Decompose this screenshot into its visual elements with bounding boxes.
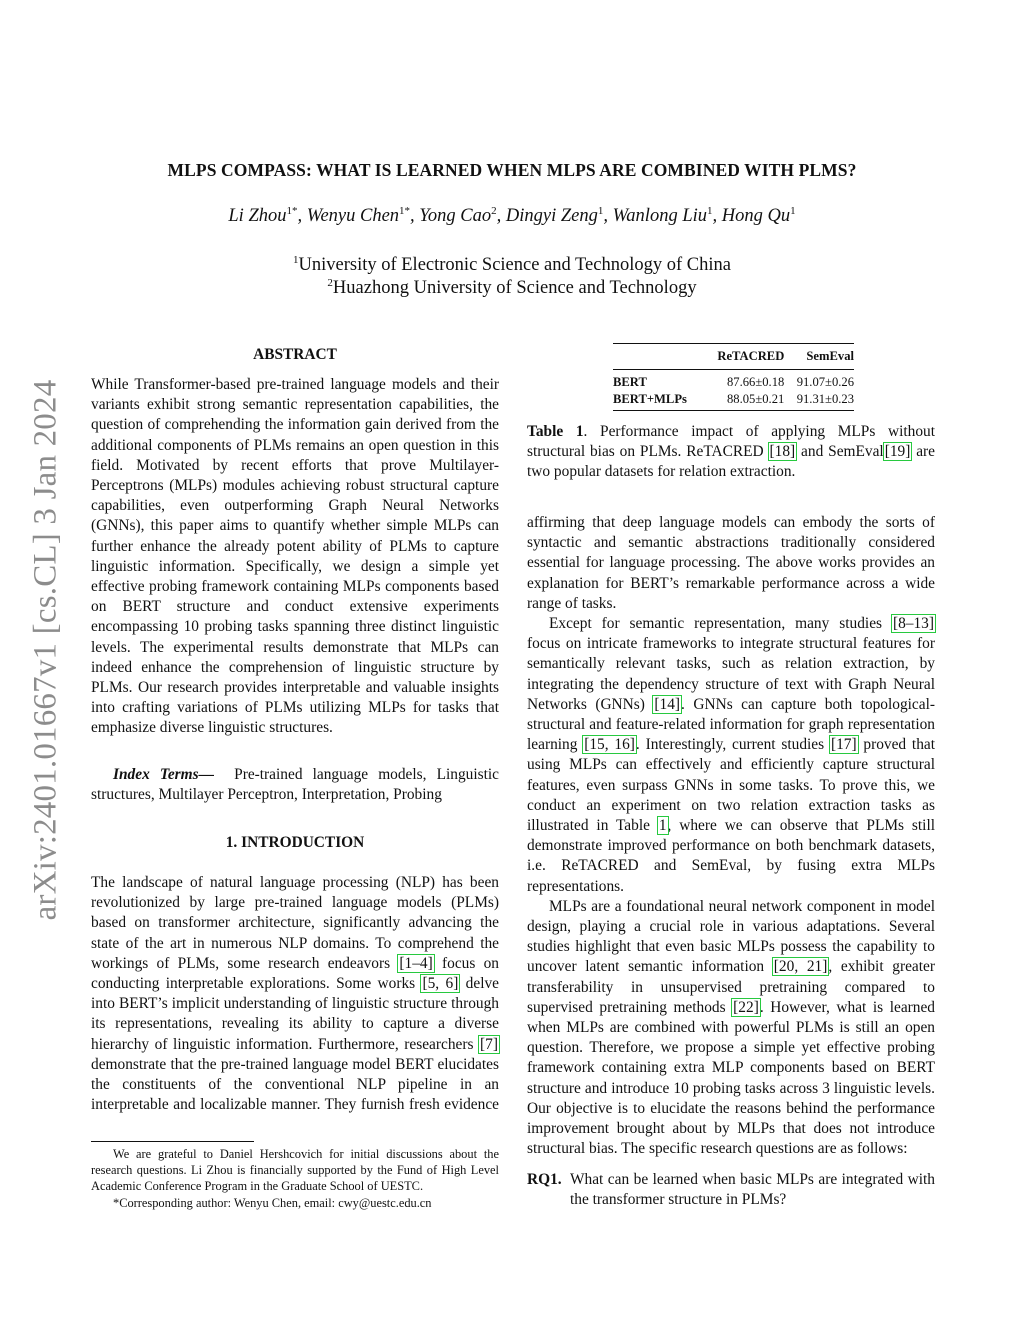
intro-paragraph-1: The landscape of natural language processing (NLP) has been revolutionized by large pre-trained language models (PLMs) based on transformer architecture, significantly advancing the state of the art in numerous NLP domains. To comprehend the workings of PLMs, some research endeavors [1–4] focus on conducting interpretable explorations. Some works [5, 6] delve into BERT’s implicit understanding of linguistic structure through its representations, revealing its ability to capture a diverse hierarchy of linguistic information. Furthermore, researchers [7] demonstrate that the pre-trained language model BERT elucidates the constituents of the conventional NLP pipeline in an interpretable and localizable manner. They furnish fresh evidence	[91, 874, 500, 1114]
citation-link[interactable]: [17]	[830, 736, 857, 754]
citation-link[interactable]: [20, 21]	[773, 958, 828, 976]
abstract-heading: ABSTRACT	[253, 346, 337, 363]
affiliation: $^2$Huazhong University of Science and Technology	[327, 276, 697, 298]
rq-label: RQ1.	[527, 1171, 562, 1188]
table-header-cell	[613, 344, 703, 370]
intro-paragraph-3: MLPs are a foundational neural network component in model design, playing a crucial role in various adaptations. Several studies highlight that even basic MLPs possess the capability to uncover latent semantic information [20, 21], exhibit greater transferability in unsupervised pretraining compared to supervised pretraining methods [22]. However, what is learned when MLPs are combined with powerful PLMs is still an open question. Therefore, we propose a simple yet effective probing framework containing extra MLP components based on BERT structure and introduce 10 probing tasks across 3 linguistic levels. Our objective is to elucidate the reasons behind the performance improvement brought about by MLPs that does not introduce structural bias. The specific research questions are as follows:	[527, 897, 935, 1158]
research-question-1	[527, 1170, 935, 1210]
section-heading-introduction: 1. INTRODUCTION	[225, 834, 365, 851]
citation-link[interactable]: [5, 6]	[422, 975, 459, 993]
index-terms-label: Index Terms—	[113, 766, 214, 783]
author: Dingyi Zeng$^1$	[505, 204, 604, 226]
citation-link[interactable]: 1	[658, 817, 667, 835]
footnote-acknowledgement: We are grateful to Daniel Hershcovich for initial discussions about the research questions. Li Zhou is financially supported by the Fund of High Level Academic Conference Program in the Graduate School of UESTC.	[91, 1147, 499, 1193]
footnote-corresponding-author: *Corresponding author: Wenyu Chen, email: cwy@uestc.edu.cn	[113, 1196, 432, 1210]
intro-paragraph-2: Except for semantic representation, many studies [8–13] focus on intricate frameworks to integrate structural features for semantically relevant tasks, such as relation extraction, by integrating the dependency structure of text with Graph Neural Networks (GNNs) [14]. GNNs can capture both topological-structural and feature-related information for graph representation learning [15, 16]. Interestingly, current studies [17] proved that using MLPs can effectively and efficiently capture structural features, even surpass GNNs in some tasks. To prove this, we conduct an experiment on two relation extraction tasks as illustrated in Table 1, where we can observe that PLMs still demonstrate improved performance on both benchmark datasets, i.e. ReTACRED and SemEval, by fusing extra MLPs representations.	[527, 615, 936, 895]
table-row: BERT+MLPs 88.05±0.21 91.31±0.23	[613, 391, 854, 411]
intro-right-column: affirming that deep language models can embody the sorts of syntactic and semantic abstractions traditionally considered essential for language processing. The above works provides an explanation for BERT’s remarkable performance across a wide range of tasks. Except for semantic representation, many studies [8–13] focus on intricate frameworks to integrate structural features for semantically relevant tasks, such as relation extraction, by integrating the dependency structure of text with Graph Neural Networks (GNNs) [14]. GNNs can capture both topological-structural and feature-related information for graph representation learning [15, 16]. Interestingly, current studies [17] proved that using MLPs can effectively and efficiently capture structural features, even surpass GNNs in some tasks. To prove this, we conduct an experiment on two relation extraction tasks as illustrated in Table 1, where we can observe that PLMs still demonstrate improved performance on both benchmark datasets, i.e. ReTACRED and SemEval, by fusing extra MLPs representations. MLPs are a foundational neural network component in model design, playing a crucial role in various adaptations. Several studies highlight that even basic MLPs possess the capability to uncover latent semantic information [20, 21], exhibit greater transferability in unsupervised pretraining compared to supervised pretraining methods [22]. However, what is learned when MLPs are combined with powerful PLMs is still an open question. Therefore, we propose a simple yet effective probing framework containing extra MLP components based on BERT structure and introduce 10 probing tasks across 3 linguistic levels. Our objective is to elucidate the reasons behind the performance improvement brought about by MLPs that does not introduce structural bias. The specific research questions are as follows:	[527, 513, 935, 1160]
results-table	[613, 343, 854, 411]
arxiv-identifier: arXiv:2401.01667v1 [cs.CL] 3 Jan 2024	[27, 379, 64, 921]
citation-link[interactable]: [8–13]	[892, 615, 934, 633]
affiliation: $^1$University of Electronic Science and Technology of China	[293, 253, 731, 275]
citation-link[interactable]: [22]	[733, 998, 759, 1016]
footnote-divider	[91, 1141, 254, 1142]
author: Hong Qu$^1$	[721, 204, 796, 226]
citation-link[interactable]: [15, 16]	[584, 736, 635, 754]
index-terms: Index Terms— Pre-trained language models, Linguistic structures, Multilayer Perceptron, Interpretation, Probing	[91, 766, 499, 804]
arxiv-sidebar	[28, 370, 64, 930]
table-header-cell: SemEval	[784, 344, 854, 370]
author: Yong Cao$^2$	[419, 204, 497, 226]
citation-link[interactable]: [7]	[480, 1035, 498, 1053]
table-row: BERT 87.66±0.18 91.07±0.26	[613, 375, 854, 389]
citation-link[interactable]: [18]	[769, 443, 796, 461]
author: Wenyu Chen$^{1*}$	[306, 204, 411, 226]
rq-text: What can be learned when basic MLPs are integrated with the transformer structure in PLMs?	[570, 1171, 935, 1209]
paper-title: MLPS COMPASS: WHAT IS LEARNED WHEN MLPS ARE COMBINED WITH PLMS?	[167, 160, 857, 180]
table-header-cell: ReTACRED	[703, 344, 784, 370]
citation-link[interactable]: [14]	[654, 695, 681, 713]
author-list: Li Zhou$^{1*}$, Wenyu Chen$^{1*}$, Yong Cao$^2$, Dingyi Zeng$^1$, Wanlong Liu$^1$, Hong Qu$^1$	[228, 204, 796, 226]
author: Li Zhou$^{1*}$	[228, 204, 298, 226]
abstract-text: While Transformer-based pre-trained language models and their variants exhibit strong semantic representation capabilities, the question of comprehending the information gain derived from the additional components of PLMs remains an open question in this field. Motivated by recent efforts that prove Multilayer-Perceptrons (MLPs) modules achieving robust structural capture capabilities, even outperforming Graph Neural Networks (GNNs), this paper aims to quantify whether simple MLPs can further enhance the already potent ability of PLMs to capture linguistic information. Specifically, we design a simple yet effective probing framework containing MLPs components based on BERT structure and conduct extensive experiments encompassing 10 probing tasks spanning three distinct linguistic levels. The experimental results demonstrate that MLPs can indeed enhance the comprehension of linguistic structure by PLMs. Our research provides interpretable and valuable insights into crafting variations of PLMs utilizing MLPs for tasks that emphasize diverse linguistic structures.	[91, 376, 499, 737]
citation-link[interactable]: [1–4]	[399, 954, 433, 972]
author: Wanlong Liu$^1$	[612, 204, 713, 226]
table-caption: Table 1. Performance impact of applying MLPs without structural bias on PLMs. ReTACRED [18] and SemEval[19] are two popular datasets for relation extraction.	[527, 423, 936, 481]
citation-link[interactable]: [19]	[884, 443, 911, 461]
